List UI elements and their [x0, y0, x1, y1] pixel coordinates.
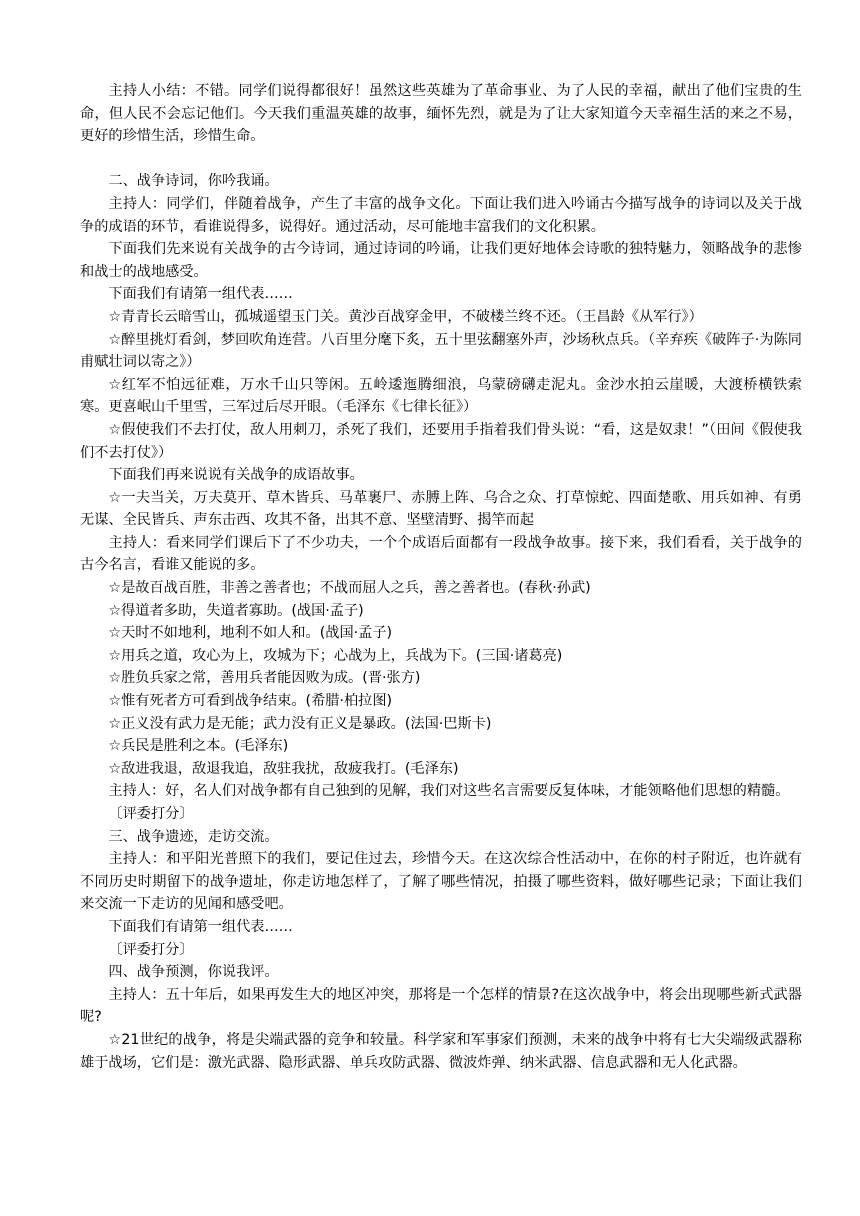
section-heading-2: 二、战争诗词，你吟我诵。 [108, 173, 279, 190]
section-heading-3: 三、战争遗迹，走访交流。 [108, 828, 279, 845]
quote-item: ☆敌进我退，敌退我追，敌驻我扰，敌疲我打。(毛泽东) [108, 760, 459, 777]
judges-score-note: 〔评委打分〕 [108, 806, 194, 822]
poem-item: ☆青青长云暗雪山，孤城遥望玉门关。黄沙百战穿金甲，不破楼兰终不还。（王昌龄《从军行》） [108, 308, 703, 325]
group-invite-paragraph: 下面我们有请第一组代表…… [108, 918, 293, 935]
host-quotes-paragraph: 主持人：看来同学们课后下了不少功夫，一个个成语后面都有一段战争故事。接下来，我们看看，关于战争的古今名言，看谁又能说的多。 [80, 534, 802, 574]
poem-item: ☆醉里挑灯看剑，梦回吹角连营。八百里分麾下炙，五十里弦翻塞外声，沙场秋点兵。（辛弃疾《破阵子·为陈同甫赋壮词以寄之》） [80, 331, 802, 371]
quote-item: ☆是故百战百胜，非善之善者也；不战而屈人之兵，善之善者也。(春秋·孙武) [108, 580, 591, 597]
prediction-item: ☆21世纪的战争，将是尖端武器的竞争和较量。科学家和军事家们预测，未来的战争中将有七大尖端级武器称雄于战场，它们是：激光武器、隐形武器、单兵攻防武器、微波炸弹、纳米武器、信息武器和无人化武器。 [80, 1031, 802, 1071]
quote-item: ☆用兵之道，攻心为上，攻城为下；心战为上，兵战为下。(三国·诸葛亮) [108, 647, 563, 664]
quote-item: ☆惟有死者方可看到战争结束。(希腊·柏拉图) [108, 693, 393, 710]
quote-item: ☆兵民是胜利之本。(毛泽东) [108, 738, 289, 755]
quote-item: ☆正义没有武力是无能；武力没有正义是暴政。(法国·巴斯卡) [108, 715, 492, 732]
judges-score-note: 〔评委打分〕 [108, 941, 194, 958]
section-heading-4: 四、战争预测，你说我评。 [108, 964, 279, 981]
poem-item: ☆假使我们不去打仗，敌人用刺刀，杀死了我们，还要用手指着我们骨头说：“看，这是奴隶！”（田间《假使我们不去打仗》） [80, 421, 802, 461]
idiom-intro-paragraph: 下面我们再来说说有关战争的成语故事。 [108, 467, 364, 484]
quote-item: ☆天时不如地利，地利不如人和。(战国·孟子) [108, 625, 393, 642]
group-invite-paragraph: 下面我们有请第一组代表…… [108, 286, 293, 303]
host-comment-paragraph: 主持人：好，名人们对战争都有自己独到的见解，我们对这些名言需要反复体味，才能领略他们思想的精髓。 [108, 783, 790, 800]
host-summary-paragraph: 主持人小结：不错。同学们说得都很好！虽然这些英雄为了革命事业、为了人民的幸福，献出了他们宝贵的生命，但人民不会忘记他们。今天我们重温英雄的故事，缅怀先烈，就是为了让大家知道今天幸福生活的来之不易，更好的珍惜生活，珍惜生命。 [80, 83, 802, 145]
host-visit-paragraph: 主持人：和平阳光普照下的我们，要记住过去，珍惜今天。在这次综合性活动中，在你的村子附近，也许就有不同历史时期留下的战争遗址，你走访地怎样了，了解了哪些情况，拍摄了哪些资料，做好哪些记录；下面让我们来交流一下走访的见闻和感受吧。 [80, 851, 802, 913]
host-prediction-paragraph: 主持人：五十年后，如果再发生大的地区冲突，那将是一个怎样的情景?在这次战争中，将会出现哪些新式武器呢? [80, 986, 802, 1026]
poetry-intro-paragraph: 下面我们先来说有关战争的古今诗词，通过诗词的吟诵，让我们更好地体会诗歌的独特魅力，领略战争的悲惨和战士的战地感受。 [80, 241, 802, 280]
paragraph-spacer [80, 148, 802, 171]
poem-item: ☆红军不怕远征难，万水千山只等闲。五岭逶迤腾细浪，乌蒙磅礴走泥丸。金沙水拍云崖暖，大渡桥横铁索寒。更喜岷山千里雪，三军过后尽开眼。（毛泽东《七律长征》） [80, 376, 802, 416]
quote-item: ☆胜负兵家之常，善用兵者能因败为成。(晋·张方) [108, 670, 421, 687]
quote-item: ☆得道者多助，失道者寡助。(战国·孟子) [108, 602, 364, 619]
idiom-list: ☆一夫当关，万夫莫开、草木皆兵、马革裹尸、赤膊上阵、乌合之众、打草惊蛇、四面楚歌、用兵如神、有勇无谋、全民皆兵、声东击西、攻其不备，出其不意、坚壁清野、揭竿而起 [80, 489, 802, 529]
host-intro-paragraph: 主持人：同学们，伴随着战争，产生了丰富的战争文化。下面让我们进入吟诵古今描写战争的诗词以及关于战争的成语的环节，看谁说得多，说得好。通过活动，尽可能地丰富我们的文化积累。 [80, 195, 802, 235]
